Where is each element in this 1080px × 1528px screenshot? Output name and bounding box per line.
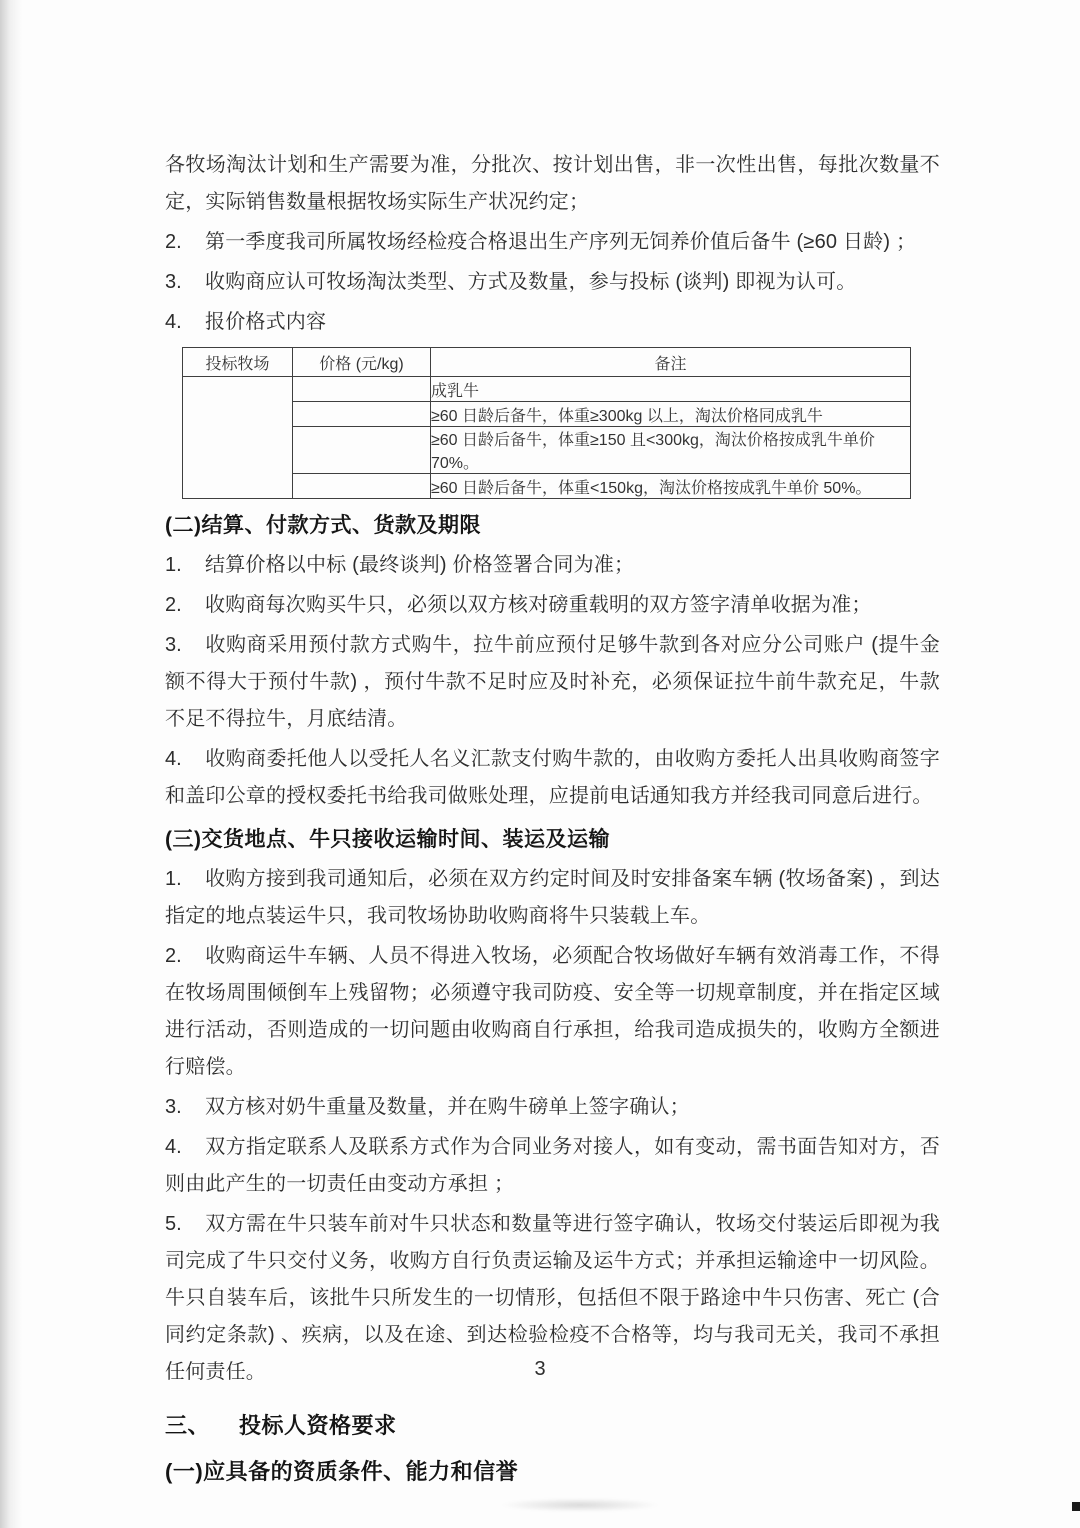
section-heading-bidder-qualification <box>165 1407 940 1445</box>
item-text: 双方指定联系人及联系方式作为合同业务对接人，如有变动，需书面告知对方，否则由此产生的一切责任由变动方承担 ； <box>165 1136 940 1195</box>
list-item <box>165 587 940 624</box>
item-text: 双方需在牛只装车前对牛只状态和数量等进行签字确认，牧场交付装运后即视为我司完成了牛只交付义务，收购方自行负责运输及运牛方式；并承担运输途中一切风险。 牛只自装车后，该批牛只所发生的一切情形，包括但不限于路途中牛只伤害、死亡 (合同约定条款) 、疾病，以及在途、到达检验检疫不合格等，均与我司无关，我司不承担任何责任。 <box>165 1213 940 1383</box>
table-cell-price <box>293 474 431 499</box>
table-row <box>183 474 911 499</box>
item-text: 收购商委托他人以受托人名义汇款支付购牛款的，由收购方委托人出具收购商签字和盖印公章的授权委托书给我司做账处理，应提前电话通知我方并经我司同意后进行。 <box>165 748 940 807</box>
item-text: 收购商采用预付款方式购牛，拉牛前应预付足够牛款到各对应分公司账户 (提牛金额不得大于预付牛款) ，预付牛款不足时应及时补充，必须保证拉牛前牛款充足，牛款不足不得拉牛，月底结清。 <box>165 634 940 730</box>
table-cell-price <box>293 402 431 427</box>
scan-smudge <box>500 1498 660 1512</box>
list-item <box>165 304 940 341</box>
item-text: 报价格式内容 <box>205 311 327 333</box>
item-number: 3. <box>165 634 182 656</box>
item-text: 收购商运牛车辆、人员不得进入牧场，必须配合牧场做好车辆有效消毒工作，不得在牧场周围倾倒车上残留物；必须遵守我司防疫、安全等一切规章制度，并在指定区域进行活动，否则造成的一切问题由收购商自行承担，给我司造成损失的，收购方全额进行赔偿。 <box>165 945 940 1078</box>
list-item <box>165 1129 940 1203</box>
table-cell-price <box>293 427 431 474</box>
item-number: 3. <box>165 271 182 293</box>
item-number: 3. <box>165 1096 182 1118</box>
item-number: 4. <box>165 311 182 333</box>
item-number: 4. <box>165 1136 182 1158</box>
intro-paragraph: 各牧场淘汰计划和生产需要为准，分批次、按计划出售，非一次性出售，每批次数量不定，实际销售数量根据牧场实际生产状况约定； <box>165 154 940 213</box>
item-number: 1. <box>165 554 182 576</box>
item-number: 2. <box>165 945 182 967</box>
section-title: 投标人资格要求 <box>239 1413 397 1438</box>
section-heading-settlement: (二)结算、付款方式、货款及期限 <box>165 514 481 537</box>
list-item <box>165 741 940 815</box>
table-header-price: 价格 (元/kg) <box>293 348 431 377</box>
subsection-heading-qualification: (一)应具备的资质条件、能力和信誉 <box>165 1459 519 1484</box>
table-cell-note: ≥60 日龄后备牛，体重≥300kg 以上，淘汰价格同成乳牛 <box>431 402 911 427</box>
table-header-farm: 投标牧场 <box>183 348 293 377</box>
table-cell-note: ≥60 日龄后备牛，体重<150kg，淘汰价格按成乳牛单价 50%。 <box>431 474 911 499</box>
item-text: 结算价格以中标 (最终谈判) 价格签署合同为准； <box>205 554 635 576</box>
list-item <box>165 627 940 738</box>
item-text: 收购商应认可牧场淘汰类型、方式及数量，参与投标 (谈判) 即视为认可。 <box>205 271 857 293</box>
table-row <box>183 427 911 474</box>
list-item <box>165 938 940 1086</box>
item-text: 收购商每次购买牛只，必须以双方核对磅重载明的双方签字清单收据为准； <box>205 594 872 616</box>
table-header-row <box>183 348 911 377</box>
quote-table <box>182 347 911 499</box>
table-cell-note: ≥60 日龄后备牛，体重≥150 且<300kg，淘汰价格按成乳牛单价 70%。 <box>431 427 911 474</box>
table-header-note: 备注 <box>431 348 911 377</box>
table-row <box>183 377 911 402</box>
scan-artifact-dot <box>1072 1502 1080 1511</box>
section-heading-delivery: (三)交货地点、牛只接收运输时间、装运及运输 <box>165 828 610 851</box>
table-row <box>183 402 911 427</box>
list-item <box>165 224 940 261</box>
item-number: 1. <box>165 868 182 890</box>
item-text: 双方核对奶牛重量及数量，并在购牛磅单上签字确认； <box>205 1096 690 1118</box>
section-number: 三、 <box>165 1413 211 1438</box>
list-item <box>165 264 940 301</box>
item-number: 4. <box>165 748 182 770</box>
item-text: 收购方接到我司通知后，必须在双方约定时间及时安排备案车辆 (牧场备案) ，到达指定的地点装运牛只，我司牧场协助收购商将牛只装载上车。 <box>165 868 940 927</box>
table-cell-farm <box>183 377 293 499</box>
table-cell-price <box>293 377 431 402</box>
page-number: 3 <box>534 1358 546 1380</box>
list-item <box>165 547 940 584</box>
item-number: 2. <box>165 594 182 616</box>
item-number: 5. <box>165 1213 182 1235</box>
item-text: 第一季度我司所属牧场经检疫合格退出生产序列无饲养价值后备牛 (≥60 日龄) ； <box>205 231 917 253</box>
item-number: 2. <box>165 231 182 253</box>
list-item <box>165 1089 940 1126</box>
list-item <box>165 861 940 935</box>
table-cell-note: 成乳牛 <box>431 377 911 402</box>
